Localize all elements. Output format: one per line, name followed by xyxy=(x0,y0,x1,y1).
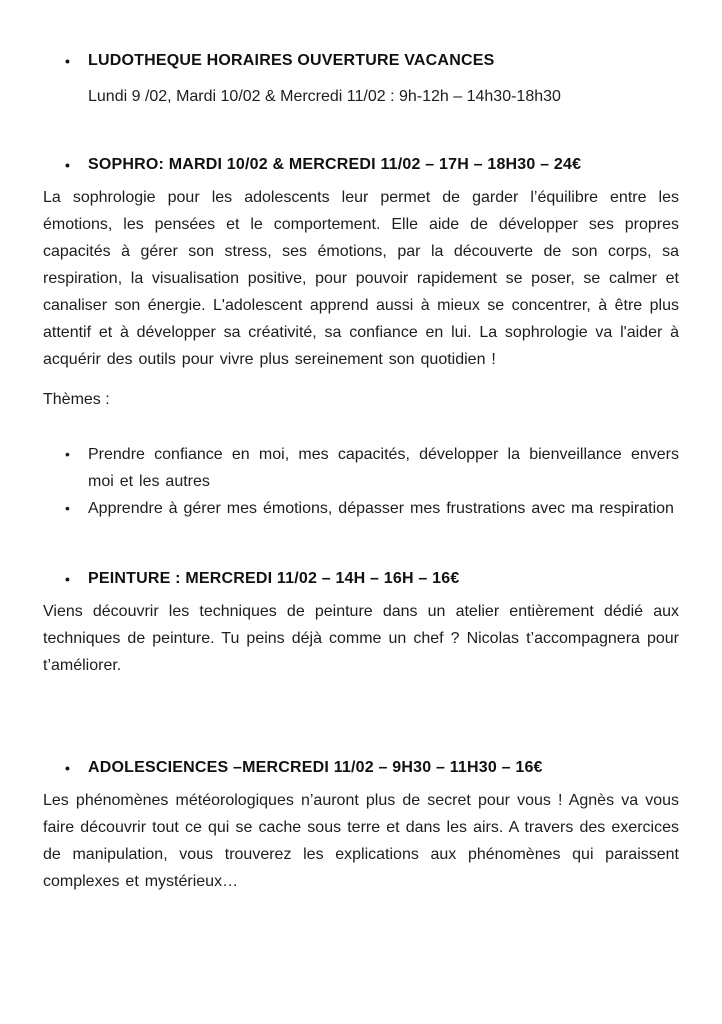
peinture-title-text: PEINTURE : MERCREDI 11/02 – 14H – 16H – 16€ xyxy=(88,570,460,587)
theme-item-text: Apprendre à gérer mes émotions, dépasser mes frustrations avec ma respiration xyxy=(88,500,674,517)
sophro-description: La sophrologie pour les adolescents leur permet de garder l’équilibre entre les émotions, les pensées et le comportement. Elle aide de développer ses propres capacités à gérer son stress, ses émotions, par la découverte de son corps, sa respiration, la visualisation positive, pour pouvoir rapidement se poser, se calmer et canaliser son énergie. L'adolescent apprend aussi à mieux se concentrer, à être plus attentif et à développer sa créativité, sa confiance en lui. La sophrologie va l'aider à acquérir des outils pour vivre plus sereinement son quotidien ! xyxy=(43,189,679,368)
list-item xyxy=(65,441,679,495)
peinture-title xyxy=(43,568,679,590)
bullet-icon: • xyxy=(65,571,71,587)
section-ludotheque xyxy=(43,50,679,108)
bullet-icon: • xyxy=(65,157,71,173)
ludotheque-title xyxy=(43,50,679,72)
themes-list xyxy=(43,441,679,522)
list-item xyxy=(65,495,679,522)
section-peinture xyxy=(43,568,679,679)
theme-item-text: Prendre confiance en moi, mes capacités, développer la bienveillance envers moi et les autres xyxy=(88,446,679,490)
sophro-title-text: SOPHRO: MARDI 10/02 & MERCREDI 11/02 – 17H – 18H30 – 24€ xyxy=(88,156,582,173)
themes-label: Thèmes : xyxy=(43,391,110,408)
bullet-icon: • xyxy=(65,500,70,516)
sophro-title xyxy=(43,154,679,176)
section-adolesciences xyxy=(43,757,679,895)
bullet-icon: • xyxy=(65,53,71,69)
bullet-icon: • xyxy=(65,760,71,776)
section-sophro xyxy=(43,154,679,522)
adolesciences-description: Les phénomènes météorologiques n’auront plus de secret pour vous ! Agnès va vous faire découvrir tout ce qui se cache sous terre et dans les airs. A travers des exercices de manipulation, vous trouverez les explications aux phénomènes qui paraissent complexes et mystérieux… xyxy=(43,792,679,890)
bullet-icon: • xyxy=(65,446,70,462)
ludotheque-schedule: Lundi 9 /02, Mardi 10/02 & Mercredi 11/02 : 9h-12h – 14h30-18h30 xyxy=(88,88,561,105)
adolesciences-title xyxy=(43,757,679,779)
ludotheque-title-text: LUDOTHEQUE HORAIRES OUVERTURE VACANCES xyxy=(88,52,495,69)
adolesciences-title-text: ADOLESCIENCES –MERCREDI 11/02 – 9H30 – 11H30 – 16€ xyxy=(88,759,543,776)
peinture-description: Viens découvrir les techniques de peinture dans un atelier entièrement dédié aux techniques de peinture. Tu peins déjà comme un chef ? Nicolas t’accompagnera pour t’améliorer. xyxy=(43,603,679,674)
